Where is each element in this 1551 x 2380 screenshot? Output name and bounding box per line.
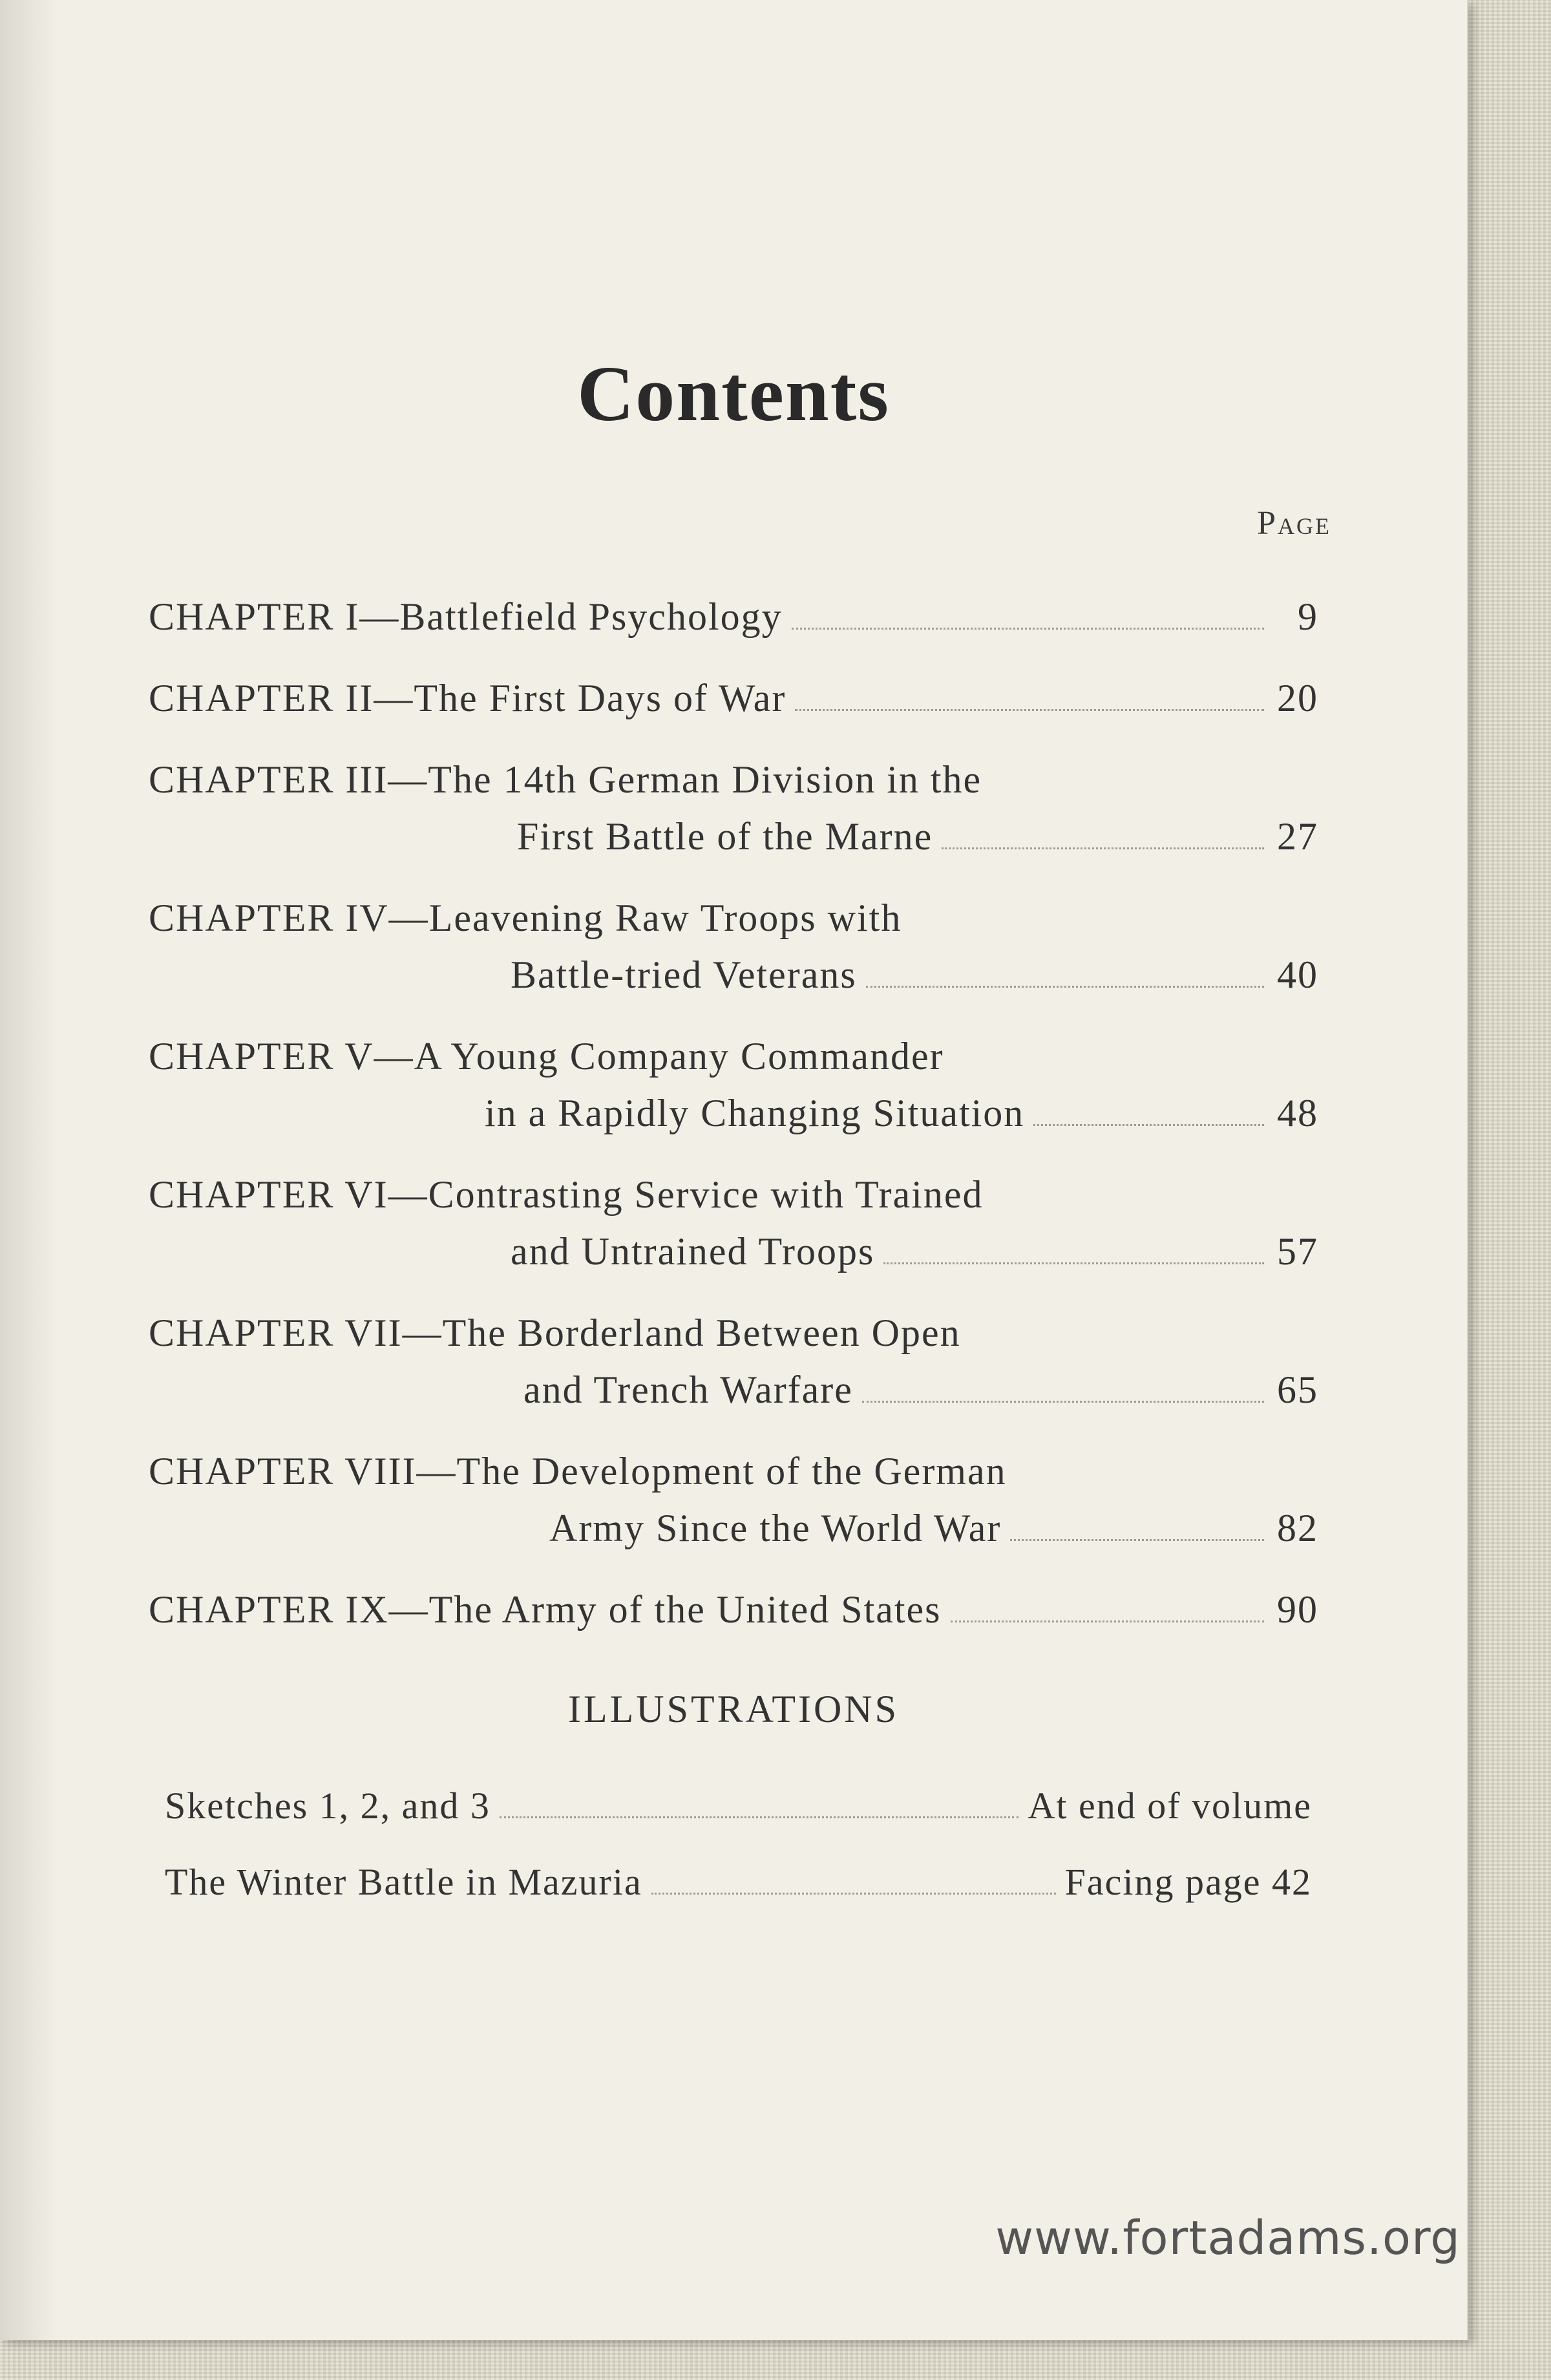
dot-leader bbox=[942, 847, 1264, 849]
chapter-title: CHAPTER IX—The Army of the United States bbox=[149, 1588, 942, 1631]
toc-entry-chapter-1 bbox=[149, 588, 1318, 645]
toc-entry-chapter-2 bbox=[149, 670, 1318, 727]
chapter-title-continued: and Untrained Troops bbox=[511, 1230, 875, 1273]
toc-entry-chapter-9 bbox=[149, 1581, 1318, 1638]
chapter-page-number: 57 bbox=[1277, 1230, 1318, 1273]
illustration-label: The Winter Battle in Mazuria bbox=[165, 1861, 642, 1903]
chapter-page-number: 82 bbox=[1277, 1507, 1318, 1549]
toc-entry-chapter-3 bbox=[149, 751, 1318, 865]
chapter-title: CHAPTER VI—Contrasting Service with Trained bbox=[149, 1173, 984, 1216]
chapter-title: CHAPTER III—The 14th German Division in the bbox=[149, 758, 982, 801]
chapter-title: CHAPTER IV—Leavening Raw Troops with bbox=[149, 897, 902, 939]
dot-leader bbox=[1010, 1539, 1264, 1541]
chapter-page-number: 90 bbox=[1277, 1588, 1318, 1631]
chapter-page-number: 65 bbox=[1277, 1368, 1318, 1411]
dot-leader bbox=[792, 628, 1264, 630]
chapter-title: CHAPTER VIII—The Development of the German bbox=[149, 1450, 1007, 1493]
dot-leader bbox=[1033, 1124, 1264, 1126]
toc-entry-chapter-7 bbox=[149, 1304, 1318, 1418]
dot-leader bbox=[883, 1262, 1264, 1264]
chapter-title: CHAPTER II—The First Days of War bbox=[149, 677, 786, 719]
illustration-entry bbox=[165, 1854, 1312, 1911]
dot-leader bbox=[951, 1620, 1264, 1622]
dot-leader bbox=[651, 1893, 1056, 1895]
dot-leader bbox=[862, 1401, 1264, 1403]
contents-title: Contents bbox=[577, 350, 890, 438]
chapter-title: CHAPTER VII—The Borderland Between Open bbox=[149, 1312, 961, 1354]
dot-leader bbox=[795, 709, 1264, 711]
toc-entry-chapter-6 bbox=[149, 1166, 1318, 1280]
dot-leader bbox=[500, 1816, 1019, 1818]
chapter-page-number: 48 bbox=[1277, 1092, 1318, 1134]
chapter-title: CHAPTER V—A Young Company Commander bbox=[149, 1035, 944, 1078]
toc-entry-chapter-5 bbox=[149, 1028, 1318, 1142]
chapter-page-number: 9 bbox=[1298, 595, 1318, 638]
chapter-title-continued: and Trench Warfare bbox=[523, 1368, 853, 1411]
toc-entry-chapter-8 bbox=[149, 1443, 1318, 1557]
illustrations-list bbox=[165, 1778, 1312, 1930]
chapter-title: CHAPTER I—Battlefield Psychology bbox=[149, 595, 783, 638]
watermark-text: www.fortadams.org bbox=[995, 2211, 1461, 2265]
chapter-page-number: 40 bbox=[1277, 953, 1318, 996]
illustration-label: Sketches 1, 2, and 3 bbox=[165, 1785, 491, 1827]
chapter-title-continued: in a Rapidly Changing Situation bbox=[485, 1092, 1025, 1134]
illustration-entry bbox=[165, 1778, 1312, 1834]
chapter-title-continued: First Battle of the Marne bbox=[517, 815, 933, 858]
dot-leader bbox=[866, 986, 1264, 988]
table-of-contents bbox=[149, 588, 1318, 1663]
chapter-title-continued: Army Since the World War bbox=[549, 1507, 1002, 1549]
page-column-header: Page bbox=[1257, 505, 1331, 542]
chapter-page-number: 20 bbox=[1277, 677, 1318, 719]
illustration-location: At end of volume bbox=[1028, 1785, 1312, 1827]
chapter-title-continued: Battle-tried Veterans bbox=[511, 953, 857, 996]
illustration-location: Facing page 42 bbox=[1064, 1861, 1312, 1903]
illustrations-heading: ILLUSTRATIONS bbox=[568, 1688, 899, 1730]
toc-entry-chapter-4 bbox=[149, 889, 1318, 1003]
chapter-page-number: 27 bbox=[1277, 815, 1318, 858]
